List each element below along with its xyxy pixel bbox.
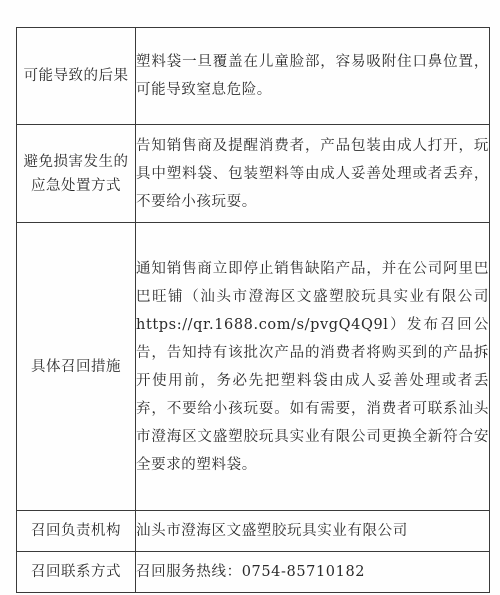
table-row-emergency-measures — [17, 125, 490, 223]
row-content-contact: 召回服务热线：0754-85710182 — [136, 552, 490, 593]
recall-info-table — [16, 27, 490, 593]
row-content-consequence: 塑料袋一旦覆盖在儿童脸部，容易吸附住口鼻位置，可能导致窒息危险。 — [136, 28, 490, 125]
row-content-recall-measures: 通知销售商立即停止销售缺陷产品，并在公司阿里巴巴旺铺（汕头市澄海区文盛塑胶玩具实业有限公司 https://qr.1688.com/s/pvgQ4Q9l）发布召回公告，告知持有该批次产品的消费者将购买到的产品拆开使用前，务必先把塑料袋由成人妥善处理或者丢弃，不要给小孩玩耍。如有需要，消费者可联系汕头市澄海区文盛塑胶玩具实业有限公司更换全新符合安全要求的塑料袋。 — [136, 223, 490, 511]
row-label-recall-measures: 具体召回措施 — [17, 223, 136, 511]
row-label-contact: 召回联系方式 — [17, 552, 136, 593]
table-row-contact — [17, 552, 490, 593]
table-row-responsible-agency — [17, 511, 490, 552]
row-content-responsible-agency: 汕头市澄海区文盛塑胶玩具实业有限公司 — [136, 511, 490, 552]
table-row-consequence — [17, 28, 490, 125]
row-label-responsible-agency: 召回负责机构 — [17, 511, 136, 552]
row-label-consequence: 可能导致的后果 — [17, 28, 136, 125]
row-label-emergency-measures: 避免损害发生的应急处置方式 — [17, 125, 136, 223]
table-row-recall-measures — [17, 223, 490, 511]
row-content-emergency-measures: 告知销售商及提醒消费者，产品包装由成人打开，玩具中塑料袋、包装塑料等由成人妥善处理或者丢弃，不要给小孩玩耍。 — [136, 125, 490, 223]
